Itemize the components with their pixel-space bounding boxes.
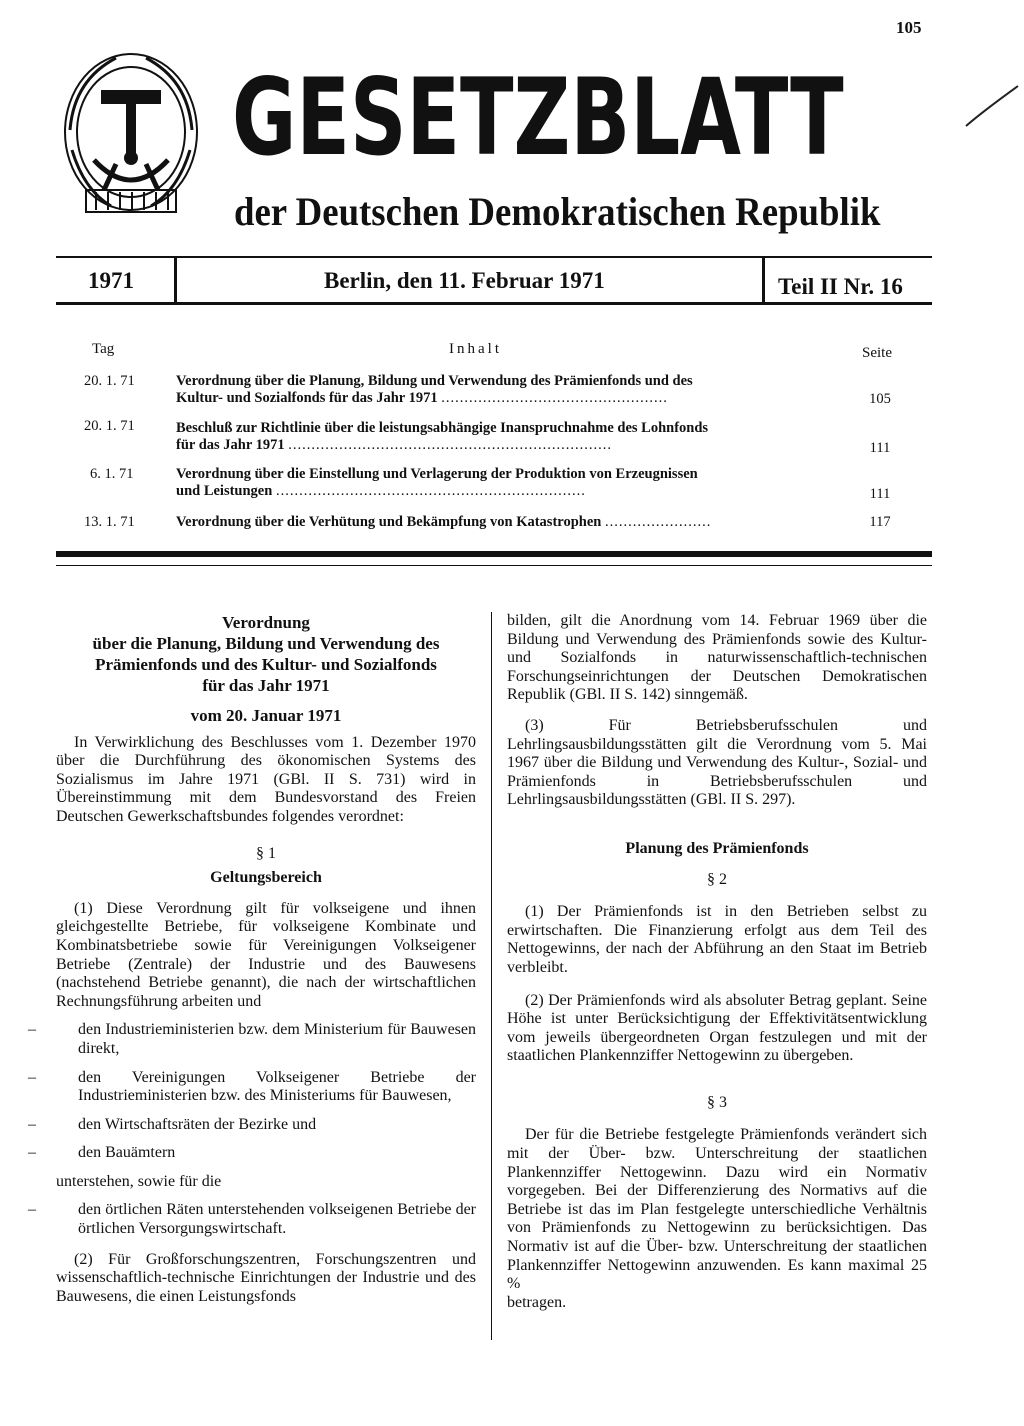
toc-date: 20. 1. 71 — [84, 418, 135, 434]
page-number: 105 — [896, 18, 922, 37]
toc-col-day: Tag — [92, 341, 115, 357]
section-3-number: § 3 — [707, 1093, 727, 1111]
toc-entry — [176, 466, 826, 500]
toc-leader-dots: ................................................................... — [275, 483, 586, 499]
decree-heading-1: Verordnung — [222, 613, 310, 632]
toc-entry-line1: Verordnung über die Planung, Bildung und Verwendung des Prämienfonds und des — [176, 373, 693, 389]
dash-item-2: – den Vereinigungen Volkseigener Betriebe der Industrieministerien bzw. des Ministeriums für Bauwesen, — [56, 1069, 476, 1106]
toc-entry-line2-text: Kultur- und Sozialfonds für das Jahr 1971 — [176, 390, 438, 406]
contents-rule-heavy — [56, 551, 932, 557]
toc-entry-line1: Verordnung über die Einstellung und Verlagerung der Produktion von Erzeugnissen — [176, 466, 698, 482]
toc-entry — [176, 420, 826, 454]
contents-rule-thin — [56, 565, 932, 566]
toc-col-content: Inhalt — [449, 341, 502, 357]
header-issue: Teil II Nr. 16 — [778, 274, 903, 299]
decree-heading-2: über die Planung, Bildung und Verwendung des — [92, 634, 440, 653]
toc-col-page: Seite — [862, 345, 892, 361]
section-3-paragraph-end: betragen. — [507, 1293, 567, 1311]
toc-entry — [176, 514, 826, 531]
left-column — [56, 612, 476, 1306]
dash-item-3: – den Wirtschaftsräten der Bezirke und — [56, 1116, 476, 1135]
header-rule-bottom — [56, 302, 932, 305]
toc-entry-line1: Verordnung über die Verhütung und Bekämpfung von Katastrophen — [176, 514, 602, 530]
toc-date: 6. 1. 71 — [90, 466, 134, 482]
toc-entry-line1: Beschluß zur Richtlinie über die leistungsabhängige Inanspruchnahme des Lohnfonds — [176, 420, 709, 436]
decree-date: vom 20. Januar 1971 — [190, 706, 342, 725]
section-1-title: Geltungsbereich — [210, 869, 322, 887]
toc-entry-line2 — [176, 483, 826, 500]
pen-mark-icon — [962, 82, 1022, 132]
toc-entry-line2-text: und Leistungen — [176, 483, 273, 499]
state-emblem-icon — [56, 40, 206, 240]
section-heading-planning: Planung des Prämienfonds — [625, 839, 809, 857]
toc-leader-dots: ...................................................................... — [288, 437, 613, 453]
header-divider-2 — [762, 256, 765, 304]
toc-page: 111 — [869, 440, 891, 456]
header-rule-top — [56, 256, 932, 258]
decree-heading-3: Prämienfonds und des Kultur- und Sozialfonds — [95, 655, 437, 674]
section-1-number: § 1 — [256, 844, 276, 862]
section-2-number: § 2 — [707, 870, 727, 888]
toc-date: 20. 1. 71 — [84, 373, 135, 389]
decree-heading-4: für das Jahr 1971 — [202, 676, 330, 695]
dash-item-1: – den Industrieministerien bzw. dem Ministerium für Bauwesen direkt, — [56, 1021, 476, 1058]
toc-entry-line2 — [176, 390, 826, 407]
section-3-paragraph-1: Der für die Betriebe festgelegte Prämienfonds verändert sich mit der Über- bzw. Unterschreitung der staatlichen Plankennziffer Nettogewinn. Dazu wird ein Normativ vorgegeben. Bei der Differenzierung des Normativs auf die Betriebe ist das im Plan festgelegte unterschiedliche Verhältnis von Prämienfonds zu Nettogewinn zu berücksichtigen. Das Normativ ist auf die Über- bzw. Unterschreitung der staatlichen Plankennziffer Nettogewinn anzuwenden. Es kann maximal 25 % — [507, 1126, 927, 1293]
right-column — [507, 612, 927, 1312]
section-2-paragraph-2: (2) Der Prämienfonds wird als absoluter Betrag geplant. Seine Höhe ist unter Berücksichtigung der Effektivitätsentwicklung vom jeweils übergeordneten Organ festzulegen und mit der staatlichen Plankennziffer Nettogewinn zu übergeben. — [507, 991, 927, 1065]
dash-item-5: – den örtlichen Räten unterstehenden volkseigenen Betriebe der örtlichen Versorgungswirtschaft. — [56, 1201, 476, 1238]
header-place-date: Berlin, den 11. Februar 1971 — [324, 268, 605, 293]
paragraph-continuation: unterstehen, sowie für die — [56, 1172, 222, 1190]
paragraph-1: (1) Diese Verordnung gilt für volkseigene und ihnen gleichgestellte Betriebe, für volkseigene Kombinate und Kombinatsbetriebe sowie für Vereinigungen Volkseigener Betriebe (Zentrale) der Industrie und des Bauwesens (nachstehend Betriebe genannt), die nach der wirtschaftlichen Rechnungsführung arbeiten und — [56, 899, 476, 1010]
preamble: In Verwirklichung des Beschlusses vom 1. Dezember 1970 über die Durchführung des ökonomischen Systems des Sozialismus im Jahre 1971 (GBl. II S. 731) wird in Übereinstimmung mit dem Bundesvorstand des Freien Deutschen Gewerkschaftsbundes folgendes verordnet: — [56, 733, 476, 825]
masthead-subtitle: der Deutschen Demokratischen Republik — [234, 189, 881, 234]
dash-item-4: – den Bauämtern — [56, 1144, 476, 1163]
masthead-title: GESETZBLATT — [232, 56, 844, 179]
toc-entry-line2 — [176, 437, 826, 454]
header-divider-1 — [174, 256, 177, 304]
header-year: 1971 — [88, 268, 134, 293]
toc-leader-dots: ....................... — [604, 514, 712, 530]
toc-entry — [176, 373, 826, 407]
toc-page: 117 — [869, 514, 891, 530]
toc-page: 105 — [869, 391, 891, 407]
toc-leader-dots: ................................................. — [441, 390, 668, 406]
section-2-paragraph-1: (1) Der Prämienfonds ist in den Betrieben selbst zu erwirtschaften. Die Finanzierung erfolgt aus dem Teil des Nettogewinns, der nach der Abführung an den Staat im Betrieb verbleibt. — [507, 903, 927, 976]
column-divider — [491, 612, 492, 1340]
toc-page: 111 — [869, 486, 891, 502]
toc-entry-line2-text: für das Jahr 1971 — [176, 437, 285, 453]
toc-date: 13. 1. 71 — [84, 514, 135, 530]
paragraph-2-continued: bilden, gilt die Anordnung vom 14. Februar 1969 über die Bildung und Verwendung des Prämienfonds sowie des Kultur- und Sozialfonds in naturwissenschaftlich-technischen Forschungseinrichtungen der Deutschen Demokratischen Republik (GBl. II S. 142) sinngemäß. — [507, 612, 927, 704]
paragraph-2: (2) Für Großforschungszentren, Forschungszentren und wissenschaftlich-technische Einrichtungen der Industrie und des Bauwesens, die einen Leistungsfonds — [56, 1250, 476, 1305]
paragraph-3: (3) Für Betriebsberufsschulen und Lehrlingsausbildungsstätten gilt die Verordnung vom 5. Mai 1967 über die Bildung und Verwendung des Kultur-, Sozial- und Prämienfonds in Betriebsberufsschulen und Lehrlingsausbildungsstätten (GBl. II S. 297). — [507, 716, 927, 809]
